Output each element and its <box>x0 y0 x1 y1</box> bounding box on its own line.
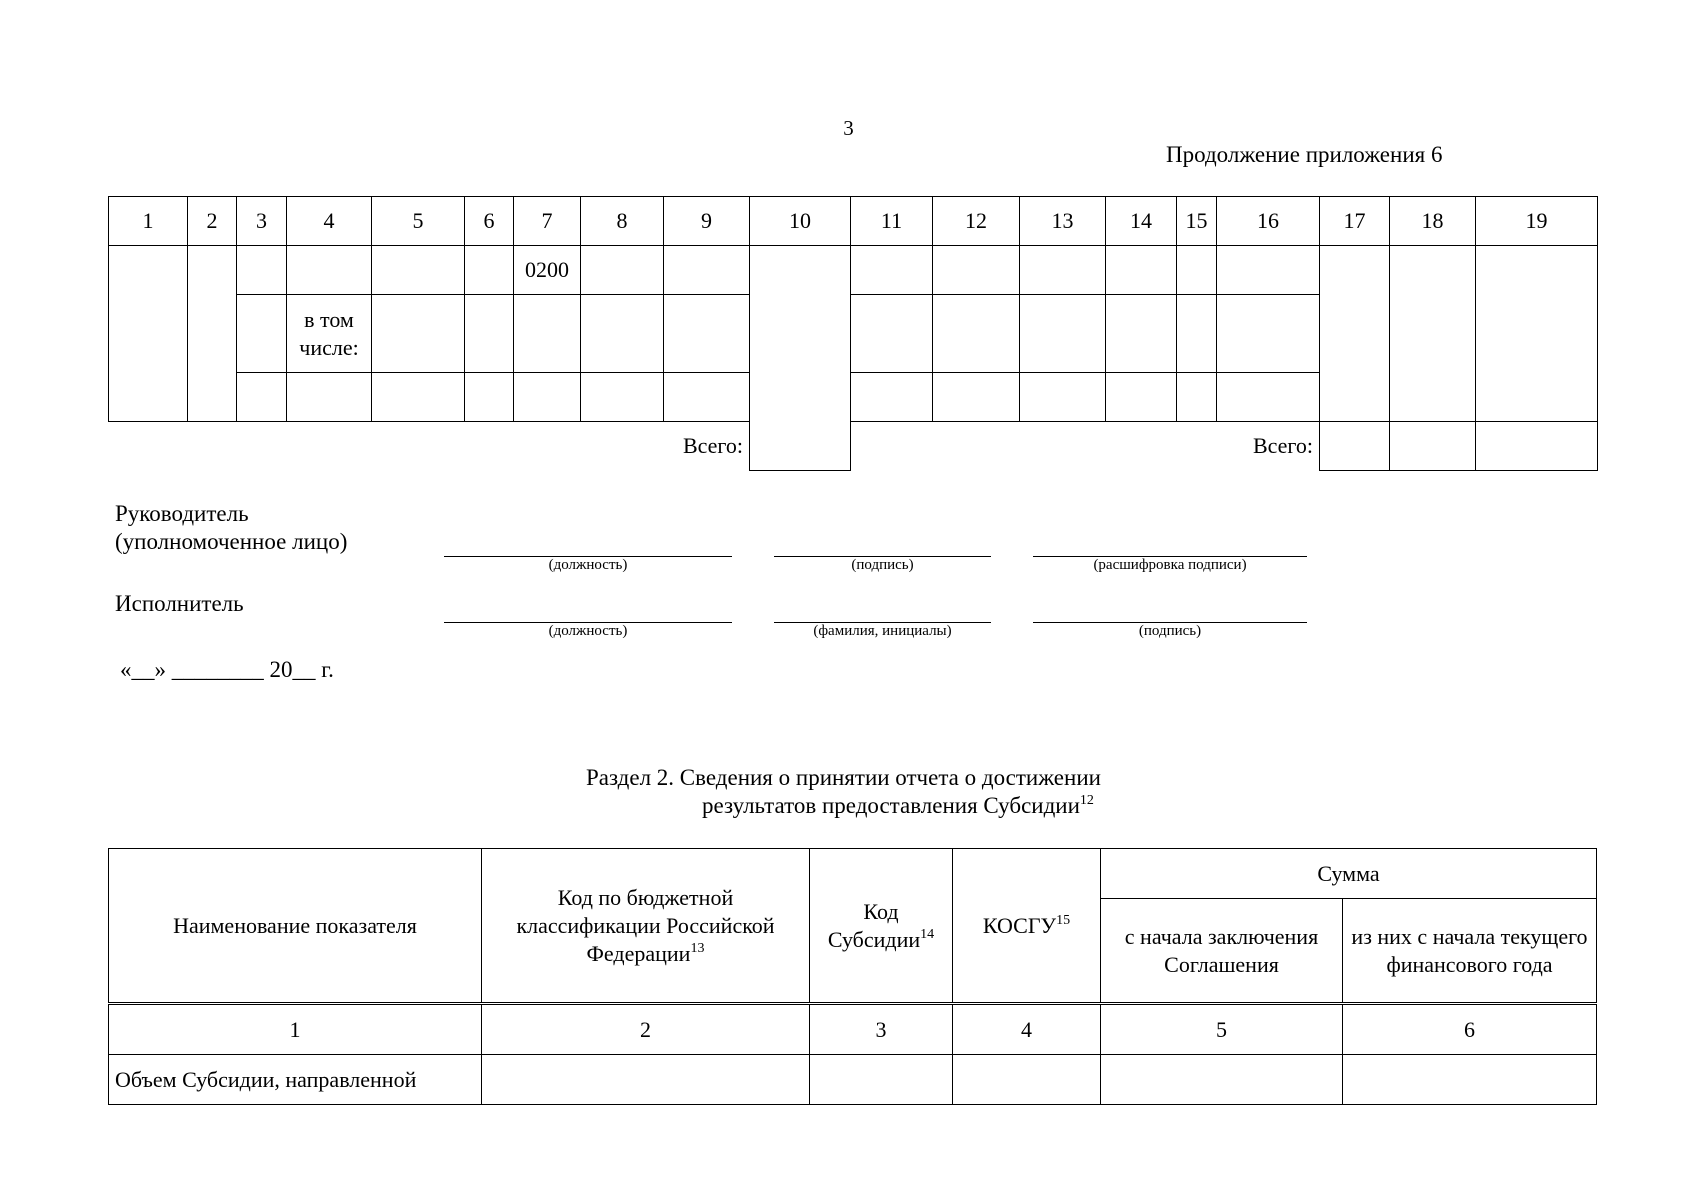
table-cell[interactable] <box>1177 373 1217 422</box>
col-number: 2 <box>188 197 237 246</box>
table-row <box>109 246 1598 295</box>
table-cell[interactable] <box>237 373 287 422</box>
header-since-agreement: с начала заключения Соглашения <box>1101 899 1343 1004</box>
header-indicator-name: Наименование показателя <box>109 849 482 1004</box>
total-cell[interactable] <box>1390 422 1476 471</box>
col-number: 1 <box>109 1004 482 1055</box>
table-cell[interactable] <box>465 373 514 422</box>
header-budget-code: Код по бюджетной классификации Российской Федерации$^{13}$ <box>482 849 810 1004</box>
table-cell[interactable] <box>188 246 237 422</box>
table-cell[interactable] <box>287 246 372 295</box>
table-cell[interactable] <box>664 246 750 295</box>
header-current-year: из них с начала текущего финансового года <box>1343 899 1597 1004</box>
column-number-row <box>109 1004 1597 1055</box>
header-kosgu: КОСГУ$^{15}$ <box>953 849 1101 1004</box>
table-cell[interactable] <box>1020 295 1106 373</box>
page-number: 3 <box>843 116 854 140</box>
table-cell[interactable] <box>581 373 664 422</box>
table-cell[interactable] <box>1320 246 1390 422</box>
col-number: 18 <box>1390 197 1476 246</box>
table-cell[interactable] <box>851 295 933 373</box>
header-subsidy-code: Код Субсидии$^{14}$ <box>810 849 953 1004</box>
table-cell[interactable] <box>237 295 287 373</box>
footnote-ref: 13 <box>690 940 705 956</box>
table-cell[interactable] <box>1020 246 1106 295</box>
table-cell[interactable] <box>482 1055 810 1105</box>
table-cell[interactable] <box>514 373 581 422</box>
signature-decoding-caption: (расшифровка подписи) <box>1093 557 1247 573</box>
table-cell[interactable] <box>1020 373 1106 422</box>
col-number: 6 <box>465 197 514 246</box>
date-line: «__» ________ 20__ г. <box>120 657 334 682</box>
table-cell[interactable] <box>1217 246 1320 295</box>
col-number: 8 <box>581 197 664 246</box>
report-table <box>108 196 1598 471</box>
col-number: 2 <box>482 1004 810 1055</box>
table-cell[interactable] <box>933 246 1020 295</box>
table-cell[interactable] <box>933 373 1020 422</box>
table-cell[interactable] <box>1476 246 1598 422</box>
col-number: 17 <box>1320 197 1390 246</box>
table-cell[interactable] <box>750 246 851 471</box>
table-cell[interactable] <box>664 373 750 422</box>
section-title-line2: результатов предоставления Субсидии$^{12}$ <box>702 793 1094 818</box>
table-cell[interactable] <box>810 1055 953 1105</box>
position-caption: (должность) <box>548 623 628 639</box>
header-row <box>109 849 1597 899</box>
col-number: 3 <box>810 1004 953 1055</box>
indicator-name-cell: Объем Субсидии, направленной <box>109 1055 482 1105</box>
table-cell[interactable] <box>1343 1055 1597 1105</box>
section2-table <box>108 848 1597 1105</box>
table-cell[interactable] <box>514 295 581 373</box>
table-cell[interactable] <box>664 295 750 373</box>
total-label: Всего: <box>1252 433 1313 459</box>
signature-caption: (подпись) <box>851 557 914 573</box>
total-cell[interactable] <box>1320 422 1390 471</box>
col-number: 1 <box>109 197 188 246</box>
col-number: 11 <box>851 197 933 246</box>
manager-label: Руководитель (уполномоченное лицо) <box>115 501 348 554</box>
footnote-ref: 14 <box>920 926 935 942</box>
table-cell[interactable] <box>109 246 188 422</box>
col-number: 19 <box>1476 197 1598 246</box>
col-number: 6 <box>1343 1004 1597 1055</box>
total-cell[interactable] <box>1476 422 1598 471</box>
appendix-title: Продолжение приложения 6 <box>1166 142 1443 167</box>
footnote-ref: 12 <box>1079 793 1094 808</box>
name-caption: (фамилия, инициалы) <box>813 623 952 639</box>
table-cell[interactable] <box>372 373 465 422</box>
col-number: 5 <box>372 197 465 246</box>
table-cell[interactable] <box>953 1055 1101 1105</box>
position-caption: (должность) <box>548 557 628 573</box>
table-cell[interactable] <box>1106 246 1177 295</box>
total-row <box>109 422 1598 471</box>
table-row <box>109 1055 1597 1105</box>
table-cell[interactable] <box>372 246 465 295</box>
section-title: Раздел 2. Сведения о принятии отчета о достижении <box>586 765 1101 790</box>
col-number: 7 <box>514 197 581 246</box>
table-cell[interactable] <box>1217 373 1320 422</box>
col-number: 14 <box>1106 197 1177 246</box>
table-cell[interactable] <box>581 246 664 295</box>
table-cell[interactable] <box>1217 295 1320 373</box>
table-cell[interactable] <box>465 246 514 295</box>
table-cell[interactable] <box>581 295 664 373</box>
col-number: 13 <box>1020 197 1106 246</box>
col-number: 16 <box>1217 197 1320 246</box>
table-cell[interactable] <box>1106 373 1177 422</box>
col-number: 9 <box>664 197 750 246</box>
col-number: 4 <box>287 197 372 246</box>
column-number-row <box>109 197 1598 246</box>
table-cell[interactable] <box>851 373 933 422</box>
col-number: 5 <box>1101 1004 1343 1055</box>
including-label: в том числе: <box>287 295 372 373</box>
table-cell[interactable] <box>465 295 514 373</box>
table-cell[interactable] <box>851 246 933 295</box>
table-cell[interactable] <box>1177 246 1217 295</box>
col-number: 15 <box>1177 197 1217 246</box>
line-code-cell[interactable]: 0200 <box>514 246 581 295</box>
table-cell[interactable] <box>933 295 1020 373</box>
table-cell[interactable] <box>237 246 287 295</box>
footnote-ref: 15 <box>1056 912 1071 928</box>
table-cell[interactable] <box>1106 295 1177 373</box>
executor-label: Исполнитель <box>115 591 244 616</box>
signature-caption: (подпись) <box>1138 623 1202 639</box>
table-cell[interactable] <box>1390 246 1476 422</box>
col-number: 12 <box>933 197 1020 246</box>
table-cell[interactable] <box>372 295 465 373</box>
total-label: Всего: <box>682 433 743 459</box>
table-cell[interactable] <box>1101 1055 1343 1105</box>
table-cell[interactable] <box>1177 295 1217 373</box>
table-cell[interactable] <box>287 373 372 422</box>
col-number: 4 <box>953 1004 1101 1055</box>
col-number: 10 <box>750 197 851 246</box>
col-number: 3 <box>237 197 287 246</box>
header-sum: Сумма <box>1101 849 1597 899</box>
